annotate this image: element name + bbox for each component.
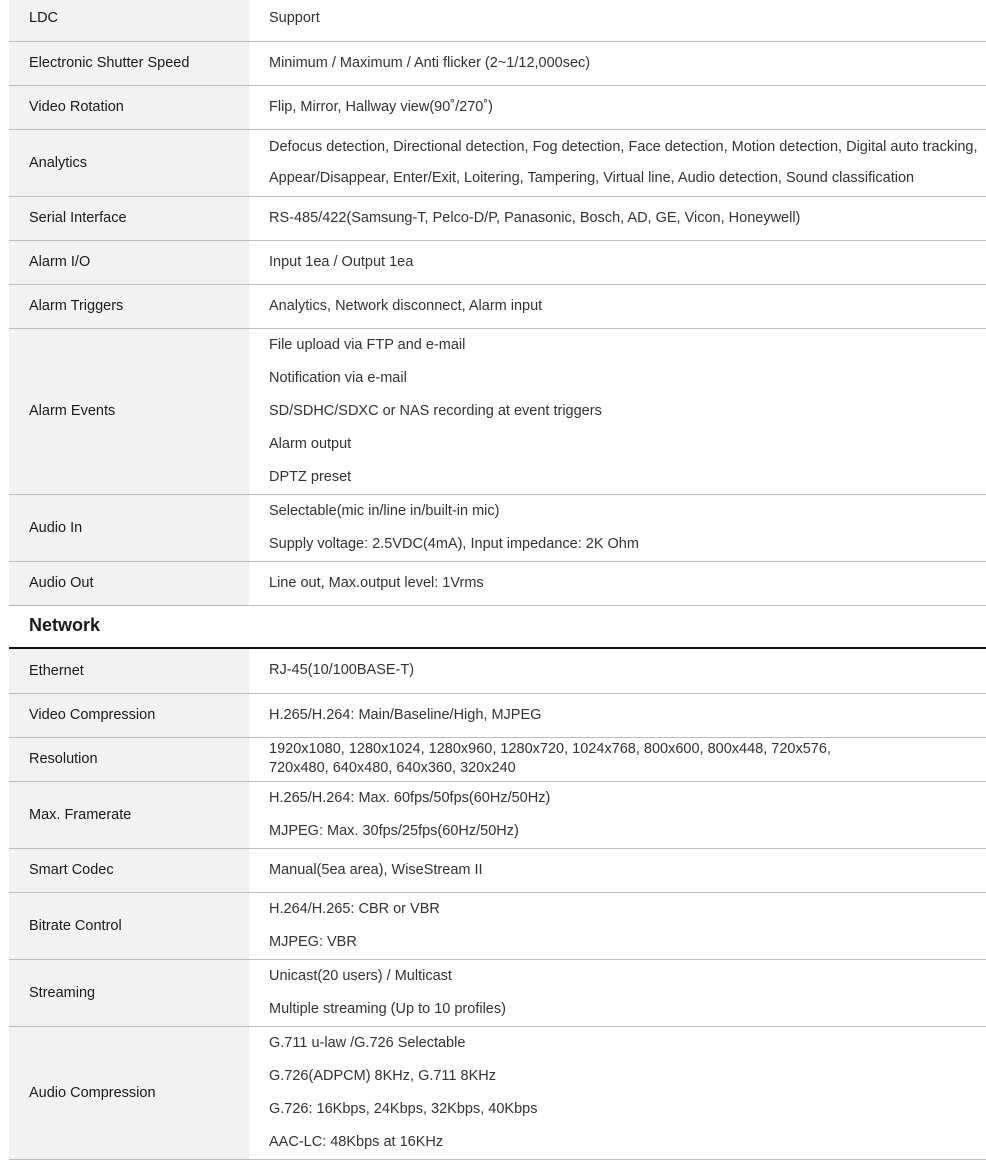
row-value: Manual(5ea area), WiseStream II bbox=[269, 861, 483, 878]
row-value: MJPEG: Max. 30fps/25fps(60Hz/50Hz) bbox=[269, 822, 519, 839]
row-value: 720x480, 640x480, 640x360, 320x240 bbox=[269, 760, 516, 776]
table-row bbox=[9, 848, 986, 892]
section-title: Network bbox=[29, 615, 101, 635]
row-label: Audio Compression bbox=[9, 1026, 249, 1159]
row-value: Multiple streaming (Up to 10 profiles) bbox=[269, 1000, 506, 1017]
row-label: Alarm I/O bbox=[9, 240, 249, 284]
row-value: Line out, Max.output level: 1Vrms bbox=[269, 574, 484, 591]
row-label: Audio Out bbox=[9, 561, 249, 605]
row-value: Selectable(mic in/line in/built-in mic) bbox=[269, 502, 500, 519]
row-value: DPTZ preset bbox=[269, 468, 352, 485]
row-value: G.711 u-law /G.726 Selectable bbox=[269, 1034, 466, 1051]
table-row bbox=[9, 959, 986, 1026]
row-value: SD/SDHC/SDXC or NAS recording at event triggers bbox=[269, 402, 602, 419]
row-value: Alarm output bbox=[269, 435, 352, 452]
table-row bbox=[9, 781, 986, 848]
table-row bbox=[9, 240, 986, 284]
section-heading-network bbox=[9, 604, 986, 649]
table-row bbox=[9, 0, 986, 41]
table-row bbox=[9, 129, 986, 196]
row-label: Video Compression bbox=[9, 693, 249, 737]
row-label: Smart Codec bbox=[9, 848, 249, 892]
row-label: Alarm Events bbox=[9, 328, 249, 494]
row-value: H.265/H.264: Main/Baseline/High, MJPEG bbox=[269, 706, 542, 723]
row-label: Serial Interface bbox=[9, 196, 249, 240]
row-value: G.726: 16Kbps, 24Kbps, 32Kbps, 40Kbps bbox=[269, 1100, 538, 1117]
row-label: Alarm Triggers bbox=[9, 284, 249, 328]
table-row bbox=[9, 41, 986, 85]
table-row bbox=[9, 1026, 986, 1159]
table-row bbox=[9, 328, 986, 494]
table-row bbox=[9, 649, 986, 693]
table-row bbox=[9, 737, 986, 781]
row-label: Streaming bbox=[9, 959, 249, 1026]
spec-table-network bbox=[9, 649, 986, 1160]
row-value: AAC-LC: 48Kbps at 16KHz bbox=[269, 1133, 444, 1150]
row-label: Ethernet bbox=[9, 649, 249, 693]
row-label: Electronic Shutter Speed bbox=[9, 41, 249, 85]
row-value: Appear/Disappear, Enter/Exit, Loitering, Tampering, Virtual line, Audio detection, Sound classification bbox=[269, 169, 915, 186]
table-row bbox=[9, 561, 986, 605]
row-value: MJPEG: VBR bbox=[269, 933, 357, 950]
row-label: LDC bbox=[9, 0, 249, 41]
row-value: Unicast(20 users) / Multicast bbox=[269, 967, 452, 984]
row-value: Input 1ea / Output 1ea bbox=[269, 253, 414, 270]
row-value: RJ-45(10/100BASE-T) bbox=[269, 662, 415, 679]
row-value: Analytics, Network disconnect, Alarm input bbox=[269, 297, 543, 314]
row-value: G.726(ADPCM) 8KHz, G.711 8KHz bbox=[269, 1067, 496, 1084]
row-label: Resolution bbox=[9, 737, 249, 781]
row-label: Analytics bbox=[9, 129, 249, 196]
row-label: Video Rotation bbox=[9, 85, 249, 129]
spec-table-top bbox=[9, 0, 986, 606]
table-row bbox=[9, 693, 986, 737]
table-row bbox=[9, 196, 986, 240]
table-row bbox=[9, 85, 986, 129]
row-value: Flip, Mirror, Hallway view(90˚/270˚) bbox=[269, 98, 493, 115]
table-row bbox=[9, 284, 986, 328]
row-label: Bitrate Control bbox=[9, 892, 249, 959]
row-value: H.264/H.265: CBR or VBR bbox=[269, 900, 440, 917]
row-value: Support bbox=[269, 9, 320, 26]
row-value: File upload via FTP and e-mail bbox=[269, 336, 466, 353]
row-value: Supply voltage: 2.5VDC(4mA), Input impedance: 2K Ohm bbox=[269, 535, 639, 552]
row-value: H.265/H.264: Max. 60fps/50fps(60Hz/50Hz) bbox=[269, 789, 551, 806]
row-value: Defocus detection, Directional detection, Fog detection, Face detection, Motion detection, Digital auto tracking, bbox=[269, 138, 978, 155]
row-label: Max. Framerate bbox=[9, 781, 249, 848]
row-value: Minimum / Maximum / Anti flicker (2~1/12,000sec) bbox=[269, 54, 591, 71]
row-value: Notification via e-mail bbox=[269, 369, 407, 386]
table-row bbox=[9, 892, 986, 959]
table-row bbox=[9, 494, 986, 561]
row-value: RS-485/422(Samsung-T, Pelco-D/P, Panasonic, Bosch, AD, GE, Vicon, Honeywell) bbox=[269, 209, 801, 226]
row-label: Audio In bbox=[9, 494, 249, 561]
row-value: 1920x1080, 1280x1024, 1280x960, 1280x720, 1024x768, 800x600, 800x448, 720x576, bbox=[269, 741, 831, 757]
